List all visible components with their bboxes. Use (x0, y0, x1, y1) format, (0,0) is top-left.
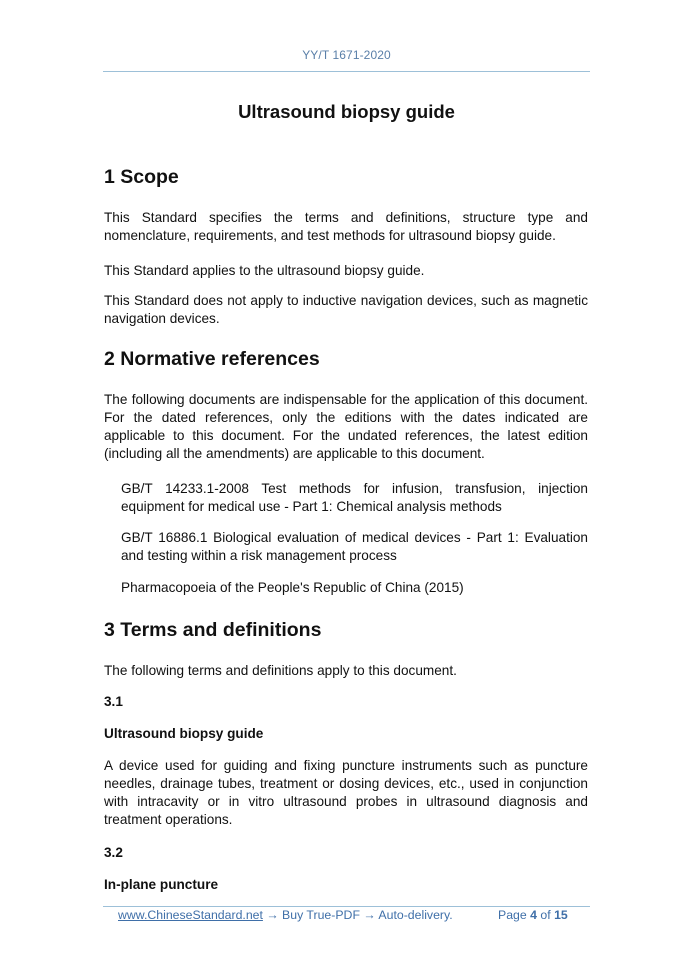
reference-item: GB/T 16886.1 Biological evaluation of medical devices - Part 1: Evaluation and testing within a risk management process (121, 530, 588, 563)
section-heading-normative-references: 2 Normative references (104, 348, 320, 370)
footer-divider (103, 906, 590, 907)
chinesestandard-link[interactable]: www.ChineseStandard.net (118, 908, 263, 922)
page-label: Page (498, 908, 527, 922)
scope-paragraph-3: This Standard does not apply to inductive navigation devices, such as magnetic navigation devices. (104, 293, 588, 326)
term-name: In-plane puncture (104, 877, 219, 892)
scope-paragraph-1: This Standard specifies the terms and definitions, structure type and nomenclature, requirements, and test methods for ultrasound biopsy guide. (104, 210, 588, 243)
current-page-number: 4 (530, 908, 537, 922)
page-indicator (498, 908, 568, 922)
page-of-label: of (540, 908, 551, 922)
footer-promo-text: → Buy True-PDF → Auto-delivery. (262, 908, 453, 922)
term-definition: A device used for guiding and fixing puncture instruments such as puncture needles, drainage tubes, treatment or dosing devices, etc., used in conjunction with intracavity or in vitro ultrasound probes in ultrasound diagnosis and treatment operations. (104, 758, 588, 827)
terms-intro: The following terms and definitions apply to this document. (104, 663, 457, 678)
document-title: Ultrasound biopsy guide (238, 101, 455, 122)
header-divider (103, 71, 590, 72)
section-heading-scope: 1 Scope (104, 166, 179, 188)
section-heading-terms-definitions: 3 Terms and definitions (104, 619, 322, 641)
reference-item: GB/T 14233.1-2008 Test methods for infusion, transfusion, injection equipment for medical use - Part 1: Chemical analysis methods (121, 481, 588, 514)
standard-code-header: YY/T 1671-2020 (302, 48, 391, 62)
term-number: 3.2 (104, 845, 123, 860)
reference-item: Pharmacopoeia of the People's Republic of China (2015) (121, 580, 464, 595)
term-name: Ultrasound biopsy guide (104, 726, 264, 741)
scope-paragraph-2: This Standard applies to the ultrasound biopsy guide. (104, 263, 425, 278)
normative-references-intro: The following documents are indispensable for the application of this document. For the dated references, only the editions with the dates indicated are applicable to this document. For the undated references, the latest edition (including all the amendments) are applicable to this document. (104, 392, 588, 461)
page-footer (118, 908, 590, 922)
term-number: 3.1 (104, 694, 123, 709)
total-page-count: 15 (554, 908, 568, 922)
